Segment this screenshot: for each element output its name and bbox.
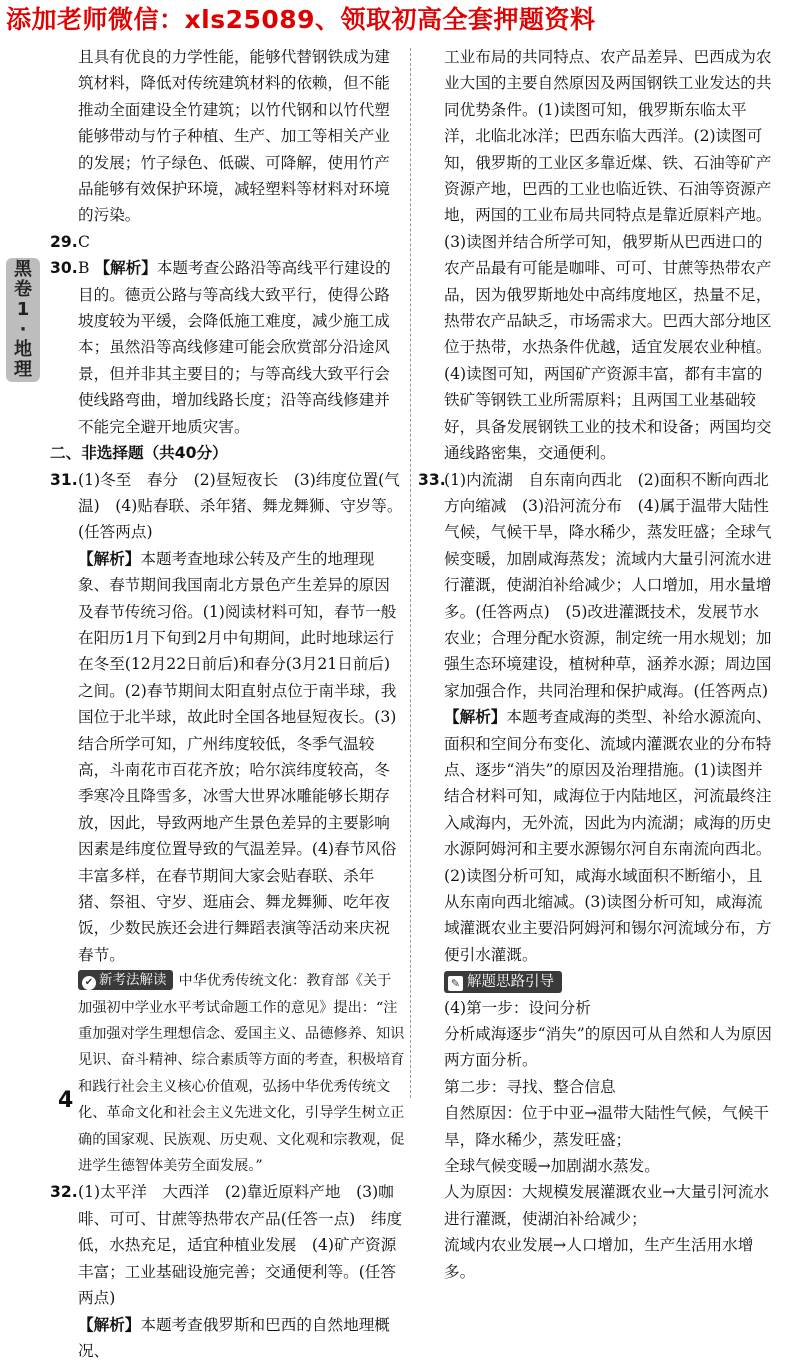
q32-answer: (1)太平洋 大西洋 (2)靠近原料产地 (3)咖啡、可可、甘蔗等热带农产品(任答一点) 纬度低，水热充足，适宜种植业发展 (4)矿产资源丰富；工业基础设施完善；交通便利等。(任答两点) — [78, 1183, 402, 1307]
guide-step-2: 第二步：寻找、整合信息 — [418, 1074, 773, 1100]
new-exam-text: 中华优秀传统文化：教育部《关于加强初中学业水平考试命题工作的意见》提出：“注重加强对学生理想信念、爱国主义、品德修养、知识见识、奋斗精神、综合素质等方面的考查，积极培育和践行社会主义核心价值观，弘扬中华优秀传统文化、革命文化和社会主义先进文化，引导学生树立正确的国家观、民族观、历史观、文化观和宗教观，促进学生德智体美劳全面发展。” — [78, 973, 404, 1174]
new-exam-badge — [78, 970, 173, 990]
q33-analysis: 本题考查咸海的类型、补给水源流向、面积和空间分布变化、流域内灌溉农业的分布特点、逐步“消失”的原因及治理措施。(1)读图并结合材料可知，咸海位于内陆地区，河流最终注入咸海内，无外流，因此为内流湖；咸海的历史水源阿姆河和主要水源锡尔河自东南流向西北。(2)读图分析可知，咸海水域面积不断缩小，且从东南向西北缩减。(3)读图分析可知，咸海流域灌溉农业主要沿阿姆河和锡尔河流域分布，方便引水灌溉。 — [444, 708, 772, 964]
q32-number: 32. — [50, 1179, 78, 1205]
question-33 — [418, 467, 773, 705]
side-tab — [6, 258, 40, 382]
q31-analysis-tag: 【解析】 — [78, 550, 140, 568]
new-exam-note — [50, 968, 405, 1179]
guide-line-5: 流域内农业发展→人口增加，生产生活用水增多。 — [418, 1232, 773, 1285]
q32-analysis-para — [50, 1312, 405, 1364]
guide-badge-label: 解题思路引导 — [467, 974, 554, 990]
q32-analysis-continued: 工业布局的共同特点、农产品差异、巴西成为农业大国的主要自然原因及两国钢铁工业发达的共同优势条件。(1)读图可知，俄罗斯东临太平洋，北临北冰洋；巴西东临大西洋。(2)读图可知，俄罗斯的工业区多靠近煤、铁、石油等矿产资源产地，巴西的工业也临近铁、石油等资源产地，两国的工业布局共同特点是靠近原料产地。(3)读图并结合所学可知，俄罗斯从巴西进口的农产品最有可能是咖啡、可可、甘蔗等热带农产品，因为俄罗斯地处中高纬度地区，热量不足，热带农产品缺乏，市场需求大。巴西大部分地区位于热带，水热条件优越，适宜发展农业种植。(4)读图可知，两国矿产资源丰富，都有丰富的铁矿等钢铁工业所需原料；且两国工业基础较好，具备发展钢铁工业的技术和设备；两国均交通线路密集，交通便利。 — [418, 44, 773, 467]
q31-analysis-para — [50, 546, 405, 969]
promo-banner: 添加老师微信：xls25089、领取初高全套押题资料 — [0, 0, 800, 40]
column-divider — [410, 48, 411, 1098]
side-tab-label: 黑卷1·地理 — [14, 260, 32, 380]
section-heading: 二、非选择题（共40分） — [50, 440, 405, 466]
q31-number: 31. — [50, 467, 78, 493]
q33-analysis-tag: 【解析】 — [444, 708, 506, 726]
q31-answer: (1)冬至 春分 (2)昼短夜长 (3)纬度位置(气温) (4)贴春联、杀年猪、舞龙舞狮、守岁等。(任答两点) — [78, 471, 402, 542]
q30-answer: B — [78, 259, 89, 277]
question-31 — [50, 467, 405, 546]
guide-line-4: 人为原因：大规模发展灌溉农业→大量引河流水进行灌溉，使湖泊补给减少； — [418, 1179, 773, 1232]
answer-continuation: 且具有优良的力学性能，能够代替钢铁成为建筑材料，降低对传统建筑材料的依赖，但不能推动全面建设全竹建筑；以竹代钢和以竹代塑能够带动与竹子种植、生产、加工等相关产业的发展；竹子绿色、低碳、可降解，使用竹产品能够有效保护环境，减轻塑料等材料对环境的污染。 — [50, 44, 405, 229]
guide-line-3: 全球气候变暖→加剧湖水蒸发。 — [418, 1153, 773, 1179]
q33-answer: (1)内流湖 自东南向西北 (2)面积不断向西北方向缩减 (3)沿河流分布 (4)属于温带大陆性气候，气候干旱，降水稀少，蒸发旺盛；全球气候变暖，加剧咸海蒸发；流域内大量引河流水进行灌溉，使湖泊补给减少；人口增加，用水量增多。(任答两点) (5)改进灌溉技术，发展节水农业；合理分配水资源，制定统一用水规划；加强生态环境建设，植树种草，涵养水源；周边国家加强合作，共同治理和保护咸海。(任答两点) — [444, 471, 771, 700]
pencil-icon: ✎ — [448, 976, 463, 991]
q30-analysis-tag: 【解析】 — [94, 259, 156, 277]
q29-answer: C — [78, 233, 90, 251]
guide-step-1: (4)第一步：设问分析 — [418, 995, 773, 1021]
guide-header — [418, 968, 773, 994]
right-column — [418, 44, 773, 1285]
q33-number: 33. — [418, 467, 444, 493]
guide-line-2: 自然原因：位于中亚→温带大陆性气候，气候干旱，降水稀少，蒸发旺盛； — [418, 1100, 773, 1153]
question-30 — [50, 255, 405, 440]
q32-analysis-tag: 【解析】 — [78, 1316, 140, 1334]
new-exam-badge-label: 新考法解读 — [99, 972, 167, 988]
q30-analysis: 本题考查公路沿等高线平行建设的目的。德贡公路与等高线大致平行，使得公路坡度较为平缓，会降低施工难度，减少施工成本；虽然沿等高线修建可能会欣赏部分沿途风景，但并非其主要目的；与等高线大致平行会使线路弯曲，增加线路长度；沿等高线修建并不能完全避开地质灾害。 — [78, 259, 391, 435]
lightbulb-icon: ✔ — [82, 976, 96, 990]
q31-analysis: 本题考查地球公转及产生的地理现象、春节期间我国南北方景色产生差异的原因及春节传统习俗。(1)阅读材料可知，春节一般在阳历1月下旬到2月中旬期间，此时地球运行在冬至(12月22日前后)和春分(3月21日前后)之间。(2)春节期间太阳直射点位于南半球，我国位于北半球，故此时全国各地昼短夜长。(3)结合所学可知，广州纬度较低，冬季气温较高，斗南花市百花齐放；哈尔滨纬度较高，冬季寒冷且降雪多，冰雪大世界冰雕能够长期存放，因此，导致两地产生景色差异的主要影响因素是纬度位置导致的气温差异。(4)春节风俗丰富多样，在春节期间大家会贴春联、杀年猪、祭祖、守岁、逛庙会、舞龙舞狮、吃年夜饭，少数民族还会进行舞蹈表演等活动来庆祝春节。 — [78, 550, 396, 964]
q32-analysis: 本题考查俄罗斯和巴西的自然地理概况、 — [78, 1316, 390, 1360]
q30-number: 30. — [50, 255, 78, 281]
q33-analysis-para — [418, 704, 773, 968]
guide-badge — [444, 971, 562, 993]
left-column — [50, 44, 405, 1364]
q29-number: 29. — [50, 229, 78, 255]
guide-line-1: 分析咸海逐步“消失”的原因可从自然和人为原因两方面分析。 — [418, 1021, 773, 1074]
question-29 — [50, 229, 405, 255]
question-32 — [50, 1179, 405, 1311]
page-number: 4 — [58, 1088, 73, 1113]
